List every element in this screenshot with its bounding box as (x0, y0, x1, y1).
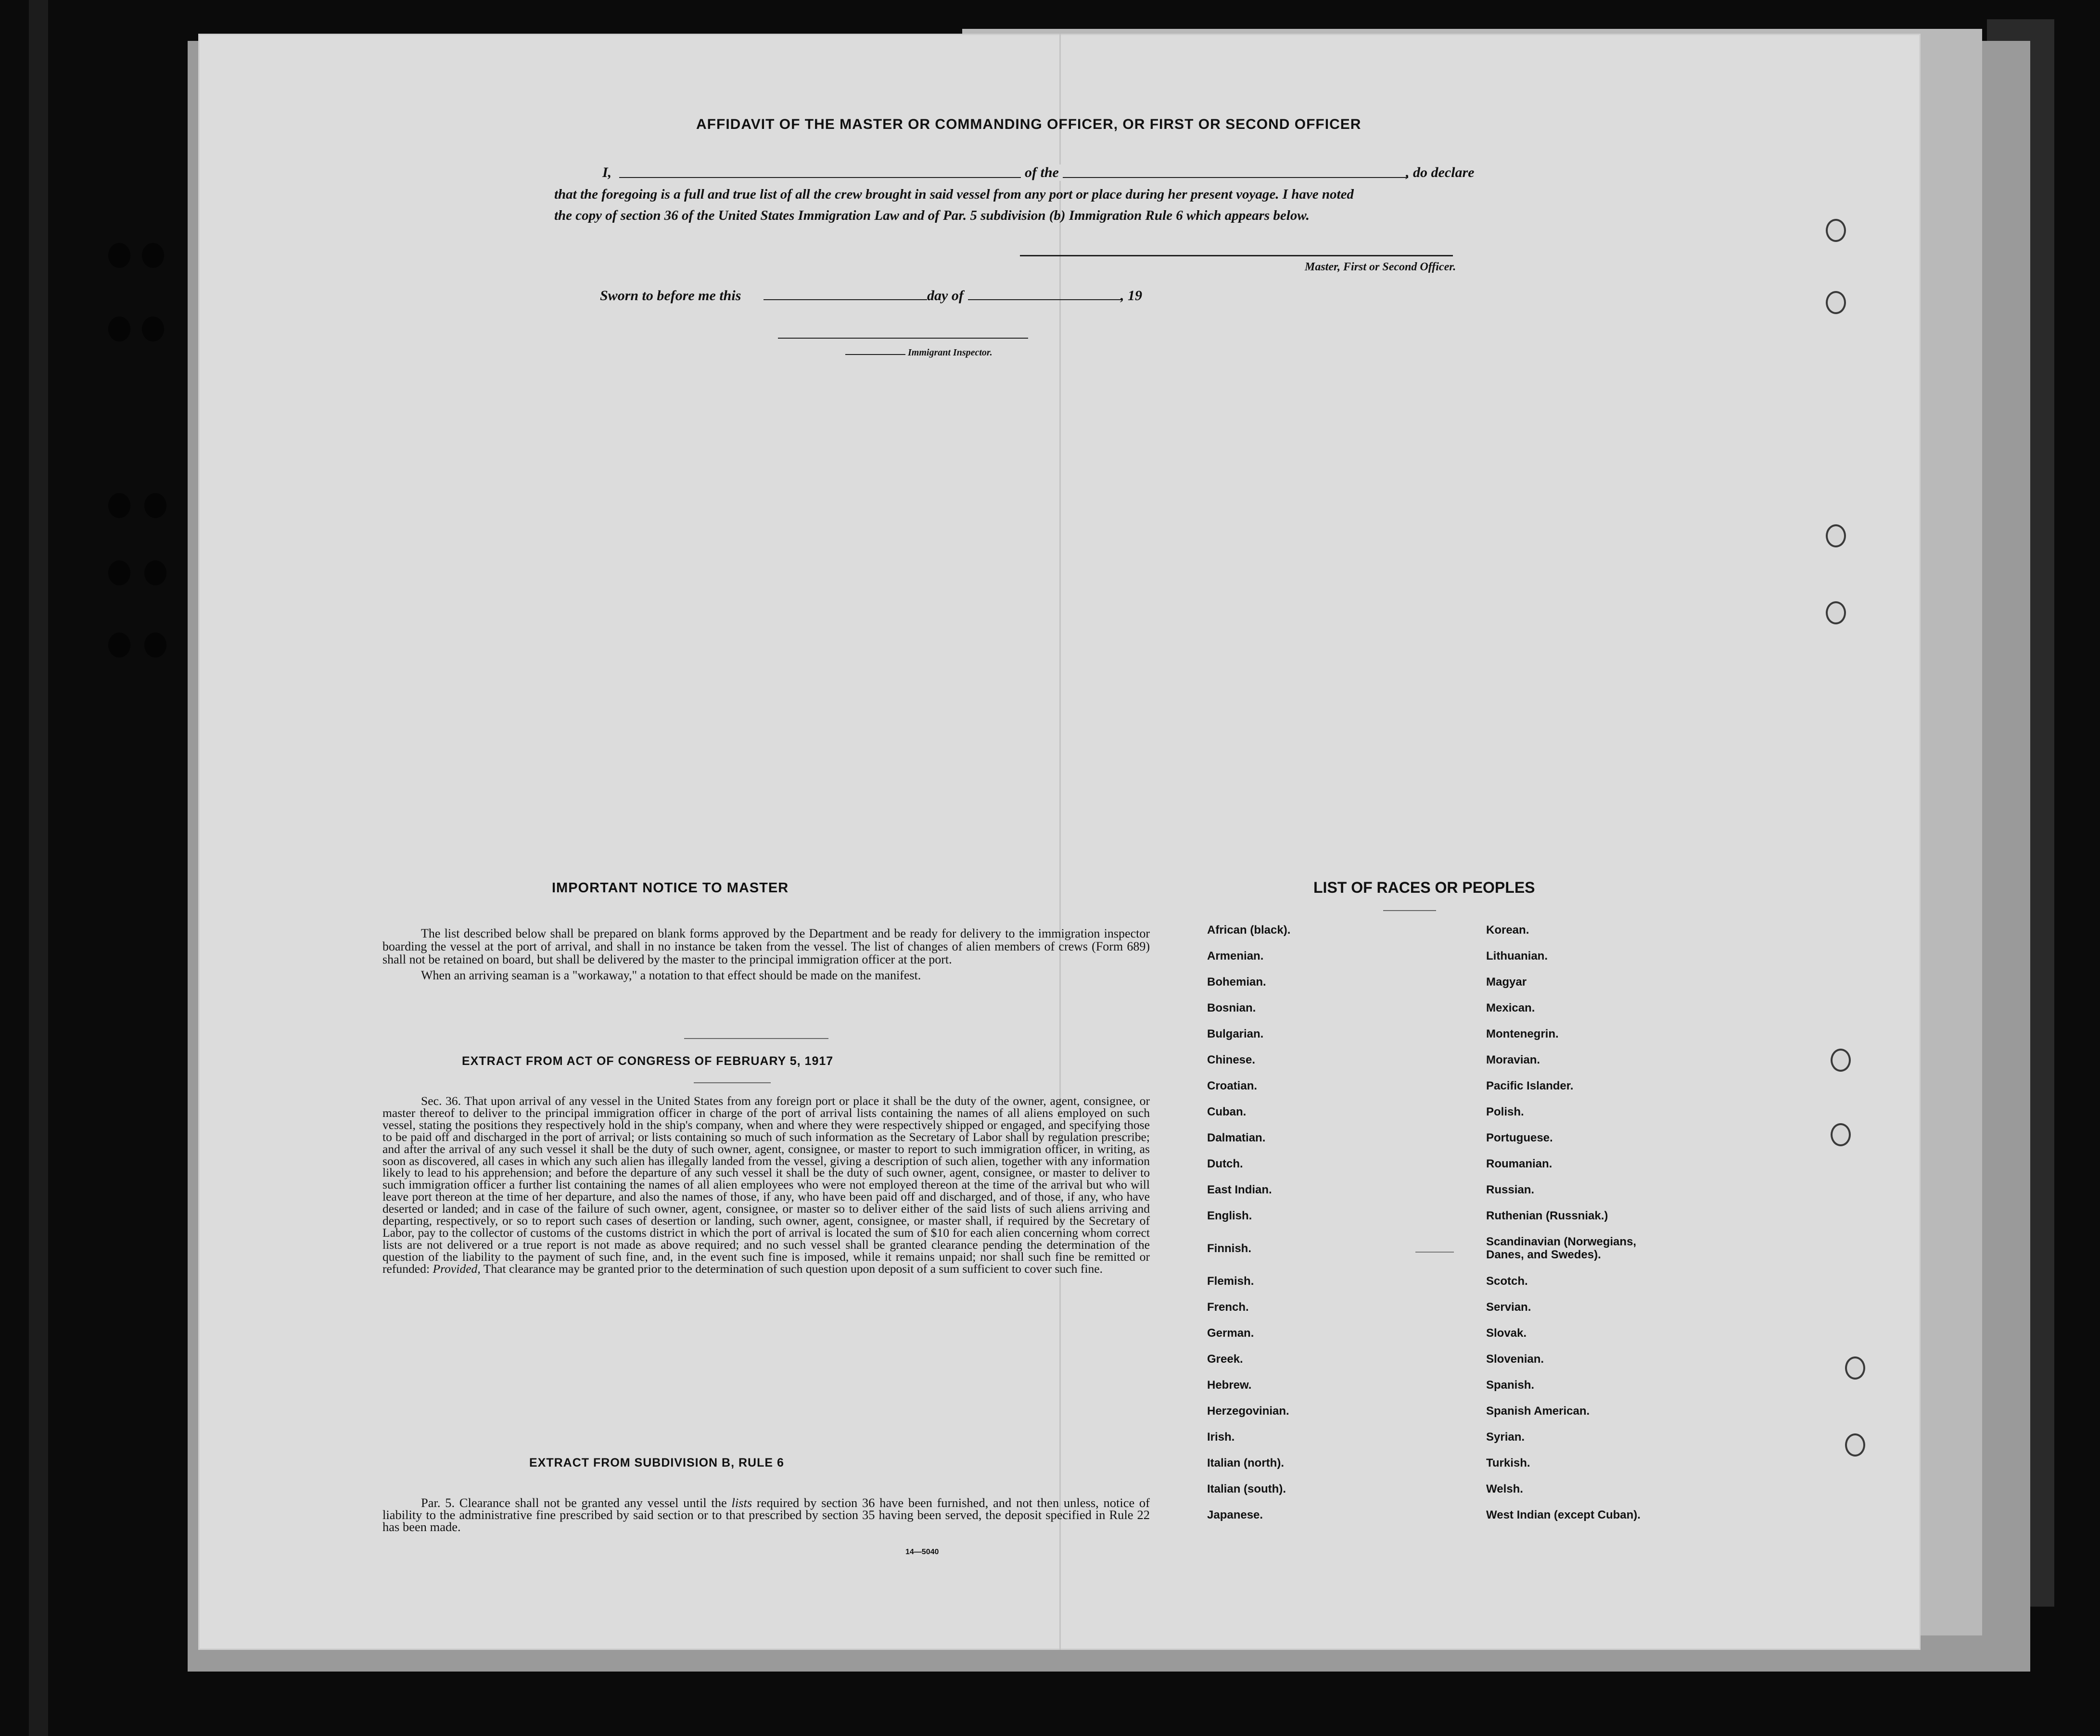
inspector-label: Immigrant Inspector. (908, 347, 993, 358)
race-item: Bohemian. (1207, 976, 1266, 988)
race-item: Spanish. (1486, 1379, 1535, 1392)
race-item: German. (1207, 1327, 1254, 1340)
punch-hole (142, 243, 164, 268)
race-item: Mexican. (1486, 1001, 1535, 1014)
binder-ring-mark (1831, 1049, 1851, 1072)
race-item: Portuguese. (1486, 1131, 1553, 1144)
punch-hole (144, 493, 166, 518)
day-of-label: day of (927, 288, 964, 304)
section-divider (684, 1038, 828, 1039)
punch-hole (108, 317, 130, 342)
race-item: Dalmatian. (1207, 1131, 1266, 1144)
provided-word: Provided, (433, 1261, 481, 1276)
binder-ring-mark (1826, 219, 1846, 242)
races-list-left (1207, 924, 1290, 1534)
section-36-text (382, 1095, 1150, 1275)
race-item: Montenegrin. (1486, 1027, 1559, 1040)
punch-hole (108, 493, 130, 518)
race-item: Pacific Islander. (1486, 1079, 1574, 1092)
race-item: Herzegovinian. (1207, 1405, 1289, 1418)
race-item: Slovenian. (1486, 1353, 1544, 1366)
race-item: Japanese. (1207, 1508, 1263, 1521)
dotted-leader (1415, 1252, 1454, 1253)
race-item: Bulgarian. (1207, 1027, 1264, 1040)
binder-ring-mark (1826, 524, 1846, 547)
vessel-of-the-label: of the (1021, 165, 1063, 181)
race-item: Magyar (1486, 976, 1527, 988)
race-item: English. (1207, 1209, 1252, 1222)
race-item: Croatian. (1207, 1079, 1258, 1092)
race-item: Finnish. (1207, 1242, 1251, 1255)
punch-hole (144, 633, 166, 658)
binder-ring-mark (1845, 1433, 1865, 1457)
notice-title: IMPORTANT NOTICE TO MASTER (552, 880, 789, 896)
paragraph-5-rest: required by section 36 have been furnished, and not then unless, notice of liability to the administrative fine prescribed by said section or to that prescribed by section 35 having been served, the deposit specified in Rule 22 has been made. (382, 1495, 1150, 1534)
year-label: , 19 (1120, 288, 1142, 304)
signature-line (1020, 255, 1453, 256)
race-item: Italian (south). (1207, 1483, 1286, 1495)
notice-paragraph-2: When an arriving seaman is a "workaway," a notation to that effect should be made on the manifest. (421, 968, 921, 982)
act-extract-title: EXTRACT FROM ACT OF CONGRESS OF FEBRUARY 5, 1917 (462, 1054, 834, 1068)
binder-ring-mark (1826, 601, 1846, 624)
race-item: Hebrew. (1207, 1379, 1252, 1392)
race-item: Polish. (1486, 1105, 1524, 1118)
race-item: Korean. (1486, 924, 1529, 937)
page-fold-line (1059, 34, 1061, 1650)
race-item: Roumanian. (1486, 1157, 1553, 1170)
race-item: West Indian (except Cuban). (1486, 1508, 1641, 1521)
section-36-proviso: That clearance may be granted prior to the determination of such question upon deposit of a sum sufficient to cover such fine. (483, 1261, 1103, 1276)
binder-ring-mark (1845, 1356, 1865, 1380)
race-item: Chinese. (1207, 1053, 1256, 1066)
sworn-label: Sworn to before me this (600, 288, 741, 304)
race-item: Armenian. (1207, 950, 1264, 963)
form-number: 14—5040 (905, 1548, 939, 1556)
inspector-signature-line (778, 338, 1028, 339)
punch-hole (144, 560, 166, 585)
punch-hole (108, 633, 130, 658)
declaration-line-3: the copy of section 36 of the United States Immigration Law and of Par. 5 subdivision (b) Immigration Rule 6 which appears below. (554, 208, 1310, 223)
month-line (968, 299, 1122, 300)
declaration-line-2: that the foregoing is a full and true list of all the crew brought in said vessel from any port or place during her present voyage. I have noted (554, 187, 1354, 202)
race-item: Slovak. (1486, 1327, 1527, 1340)
act-extract-text (382, 1095, 1150, 1278)
race-item: African (black). (1207, 924, 1291, 937)
punch-hole (108, 560, 130, 585)
section-36-body: Sec. 36. That upon arrival of any vessel in the United States from any foreign port or place it shall be the duty of the owner, agent, consignee, or master thereof to deliver to the principal immigration officer in charge of the port of arrival lists containing the names of all aliens employed on such vessel, stating the positions they respectively hold in the ship's company, when and where they were respectively shipped or engaged, and specifying those to be paid off and discharged in the port of arrival; or lists containing so much of such information as the Secretary of Labor shall by regulation prescribe; and after the arrival of any such vessel it shall be the duty of such owner, agent, consignee, or master to report to such immigration officer, in writing, as soon as discovered, all cases in which any such alien has illegally landed from the vessel, giving a description of such alien, together with any information likely to lead to his apprehension; and before the departure of any such vessel it shall be the duty of such owner, agent, consignee, or master to deliver to such immigration officer a further list containing the names of all alien employees who were not employed thereon at the time of the arrival but who will leave port thereon at the time of her departure, and also the names of those, if any, who have been paid off and discharged, and of those, if any, who have deserted or landed; and in case of the failure of such owner, agent, consignee, or master so to deliver either of the said lists of such aliens arriving and departing, respectively, or so to report such cases of desertion or landing, such owner, agent, consignee, or master shall, if required by the Secretary of Labor, pay to the collector of customs of the customs district in which the port of arrival is located the sum of $10 for each alien concerning whom correct lists are not delivered or a true report is not made as above required; and no such vessel shall be granted clearance pending the determination of the question of the liability to the payment of such fine, and, in the event such fine is imposed, while it remains unpaid; nor shall such fine be remitted or refunded: (382, 1094, 1150, 1276)
signature-label: Master, First or Second Officer. (1305, 261, 1456, 273)
race-item: Flemish. (1207, 1275, 1254, 1288)
lists-word: lists (731, 1495, 752, 1510)
punch-hole (142, 317, 164, 342)
race-item: French. (1207, 1301, 1249, 1314)
race-item: Cuban. (1207, 1105, 1247, 1118)
races-title: LIST OF RACES OR PEOPLES (1313, 879, 1535, 896)
race-item: Servian. (1486, 1301, 1531, 1314)
section-divider (694, 1082, 771, 1083)
punch-hole (108, 243, 130, 268)
vessel-name-line (1064, 177, 1408, 178)
race-item: Dutch. (1207, 1157, 1243, 1170)
race-item: East Indian. (1207, 1183, 1272, 1196)
race-item: Spanish American. (1486, 1405, 1590, 1418)
rule-extract-title: EXTRACT FROM SUBDIVISION B, RULE 6 (529, 1456, 784, 1470)
rule-extract-text (382, 1497, 1150, 1536)
races-divider (1383, 910, 1436, 911)
race-item: Welsh. (1486, 1483, 1523, 1495)
race-item: Italian (north). (1207, 1457, 1284, 1470)
paragraph-5-body: Par. 5. Clearance shall not be granted any vessel until the (421, 1495, 727, 1510)
binder-ring-mark (1831, 1123, 1851, 1146)
affidavit-title: AFFIDAVIT OF THE MASTER OR COMMANDING OFFICER, OR FIRST OR SECOND OFFICER (696, 116, 1362, 132)
race-item: Russian. (1486, 1183, 1535, 1196)
race-item: Turkish. (1486, 1457, 1530, 1470)
binder-ring-mark (1826, 291, 1846, 314)
declarant-label: I, (602, 165, 612, 180)
race-item: Lithuanian. (1486, 950, 1548, 963)
declare-label: , do declare (1406, 165, 1475, 180)
affidavit-page (198, 34, 1921, 1650)
notice-text (382, 927, 1150, 985)
race-item: Scotch. (1486, 1275, 1528, 1288)
notice-paragraph-1: The list described below shall be prepared on blank forms approved by the Department and be ready for delivery to the immigration inspector boarding the vessel at the port of arrival, and shall in no instance be taken from the vessel. The list of changes of alien members of crews (Form 689) shall not be retained on board, but shall be delivered by the master to the principal immigration officer at the port. (382, 926, 1150, 966)
races-list-right (1486, 924, 1669, 1534)
race-item: Irish. (1207, 1431, 1235, 1444)
race-item: Scandinavian (Norwegians, Danes, and Swedes). (1486, 1235, 1637, 1261)
race-item: Ruthenian (Russniak.) (1486, 1209, 1608, 1222)
race-item: Moravian. (1486, 1053, 1540, 1066)
race-item: Bosnian. (1207, 1001, 1256, 1014)
inspector-lead-line (845, 354, 905, 355)
paragraph-5-text (382, 1497, 1150, 1533)
race-item: Syrian. (1486, 1431, 1525, 1444)
sworn-date-line (764, 299, 927, 300)
scan-edge-stain-left (29, 0, 48, 1736)
race-item: Greek. (1207, 1353, 1243, 1366)
